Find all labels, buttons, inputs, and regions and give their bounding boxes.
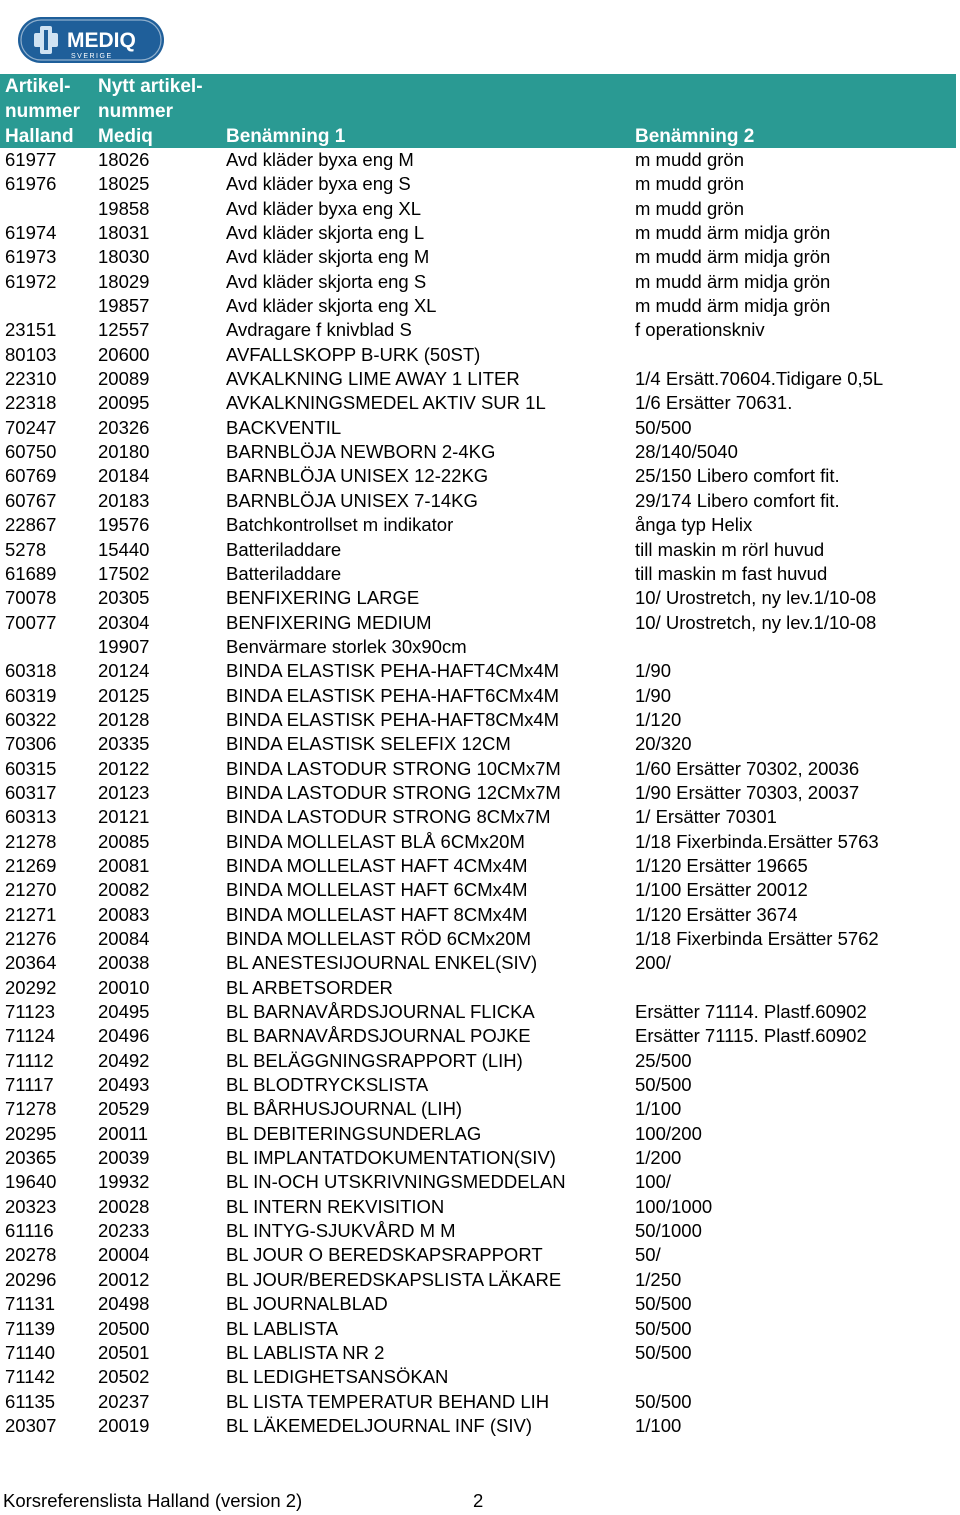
description-1: BINDA ELASTISK PEHA-HAFT8CMx4M [226, 708, 560, 730]
description-2: Ersätter 71114. Plastf.60902 [635, 1001, 867, 1023]
description-2: 200/ [635, 952, 672, 974]
description-2: 1/90 [635, 684, 672, 706]
description-2: m mudd grön [635, 173, 744, 195]
table-row [0, 1146, 956, 1170]
description-1: BINDA MOLLELAST BLÅ 6CMx20M [226, 830, 525, 852]
description-2: 1/250 [635, 1268, 682, 1290]
footer-title: Korsreferenslista Halland (version 2) [3, 1490, 303, 1511]
description-2: 100/200 [635, 1122, 702, 1144]
table-row [0, 1414, 956, 1438]
description-2: 1/18 Fixerbinda Ersätter 5762 [635, 928, 879, 949]
old-article-number: 61135 [5, 1390, 56, 1412]
new-article-number: 20085 [98, 830, 150, 852]
new-article-number: 20180 [98, 441, 150, 463]
table-row [0, 1390, 956, 1414]
old-article-number: 70078 [5, 587, 57, 609]
table-row [0, 1073, 956, 1097]
old-article-number: 61689 [5, 562, 57, 584]
description-1: BINDA LASTODUR STRONG 12CMx7M [226, 781, 561, 803]
old-article-number: 21278 [5, 830, 57, 852]
table-row [0, 1292, 956, 1316]
description-2: 25/500 [635, 1049, 692, 1071]
description-2: m mudd grön [635, 149, 744, 170]
description-1: BINDA ELASTISK SELEFIX 12CM [226, 733, 511, 755]
new-article-number: 20004 [98, 1244, 150, 1266]
description-2: Ersätter 71115. Plastf.60902 [635, 1025, 867, 1047]
old-article-number: 60313 [5, 806, 57, 828]
new-article-number: 20122 [98, 757, 150, 779]
table-row [0, 1317, 956, 1341]
new-article-number: 20125 [98, 684, 150, 706]
old-article-number: 80103 [5, 343, 57, 365]
header-col2-line1: Nytt artikel- [98, 76, 203, 97]
description-1: BL LABLISTA NR 2 [226, 1341, 385, 1363]
new-article-number: 20335 [98, 733, 150, 755]
new-article-number: 20038 [98, 952, 150, 974]
new-article-number: 20326 [98, 416, 150, 438]
description-1: BINDA LASTODUR STRONG 8CMx7M [226, 806, 551, 828]
description-2: 100/1000 [635, 1195, 713, 1217]
new-article-number: 18029 [98, 270, 150, 292]
old-article-number: 70247 [5, 416, 57, 438]
table-row [0, 513, 956, 537]
description-2: 1/6 Ersätter 70631. [635, 392, 793, 414]
description-2: f operationskniv [635, 319, 765, 341]
table-row [0, 172, 956, 196]
description-2: m mudd ärm midja grön [635, 270, 831, 292]
new-article-number: 20496 [98, 1025, 150, 1047]
description-2: 1/100 [635, 1098, 682, 1120]
old-article-number: 23151 [5, 319, 57, 341]
header-col1-line3: Halland [5, 126, 74, 147]
description-1: Batteriladdare [226, 538, 342, 560]
new-article-number: 20123 [98, 781, 150, 803]
header-col2-line3: Mediq [98, 126, 153, 147]
old-article-number: 21269 [5, 854, 57, 876]
new-article-number: 18031 [98, 222, 150, 244]
old-article-number: 22318 [5, 392, 57, 414]
new-article-number: 20082 [98, 879, 150, 901]
description-2: 50/500 [635, 416, 692, 438]
new-article-number: 20010 [98, 976, 150, 998]
description-1: BINDA ELASTISK PEHA-HAFT4CMx4M [226, 660, 560, 682]
table-row [0, 708, 956, 732]
description-2: 1/100 Ersätter 20012 [635, 879, 808, 901]
logo-sub: SVERIGE [71, 53, 113, 60]
new-article-number: 20011 [98, 1122, 149, 1144]
table-row [0, 1049, 956, 1073]
old-article-number: 21271 [5, 903, 57, 925]
table-row [0, 659, 956, 683]
old-article-number: 71117 [5, 1074, 54, 1096]
table-row [0, 343, 956, 367]
old-article-number: 22310 [5, 368, 57, 390]
description-2: 1/100 [635, 1414, 682, 1436]
old-article-number: 71112 [5, 1049, 54, 1071]
new-article-number: 20019 [98, 1414, 150, 1436]
old-article-number: 71123 [5, 1001, 56, 1023]
table-row [0, 440, 956, 464]
description-1: BENFIXERING MEDIUM [226, 611, 432, 633]
old-article-number: 60315 [5, 757, 57, 779]
old-article-number: 20307 [5, 1414, 57, 1436]
old-article-number: 71139 [5, 1317, 56, 1339]
description-2: 1/4 Ersätt.70604.Tidigare 0,5L [635, 368, 884, 390]
old-article-number: 60322 [5, 708, 57, 730]
old-article-number: 71124 [5, 1025, 56, 1047]
table-row [0, 221, 956, 245]
old-article-number: 20295 [5, 1122, 57, 1144]
old-article-number: 71278 [5, 1098, 57, 1120]
description-1: AVKALKNINGSMEDEL AKTIV SUR 1L [226, 392, 546, 414]
new-article-number: 20492 [98, 1049, 150, 1071]
new-article-number: 20121 [98, 806, 150, 828]
description-2: 10/ Urostretch, ny lev.1/10-08 [635, 587, 877, 609]
table-row [0, 1000, 956, 1024]
new-article-number: 20083 [98, 903, 150, 925]
new-article-number: 18025 [98, 173, 150, 195]
table-row [0, 976, 956, 1000]
table-header [0, 74, 956, 148]
description-1: BINDA MOLLELAST RÖD 6CMx20M [226, 928, 531, 949]
description-2: 50/1000 [635, 1220, 702, 1242]
description-1: Batteriladdare [226, 562, 342, 584]
old-article-number: 60317 [5, 781, 57, 803]
description-2: m mudd ärm midja grön [635, 295, 831, 317]
new-article-number: 20600 [98, 343, 150, 365]
description-1: BARNBLÖJA NEWBORN 2-4KG [226, 441, 496, 463]
table-row [0, 1268, 956, 1292]
new-article-number: 20184 [98, 465, 150, 487]
table-row [0, 903, 956, 927]
new-article-number: 19576 [98, 514, 150, 536]
table-row [0, 294, 956, 318]
new-article-number: 20502 [98, 1366, 150, 1388]
table-row [0, 611, 956, 635]
old-article-number: 60319 [5, 684, 57, 706]
new-article-number: 20500 [98, 1317, 150, 1339]
old-article-number: 71142 [5, 1366, 56, 1388]
description-1: BL DEBITERINGSUNDERLAG [226, 1122, 482, 1144]
header-col1-line1: Artikel- [5, 76, 71, 97]
new-article-number: 20529 [98, 1098, 150, 1120]
table-row [0, 805, 956, 829]
description-2: 1/90 [635, 660, 672, 682]
new-article-number: 18030 [98, 246, 150, 268]
description-1: Avd kläder skjorta eng XL [226, 295, 437, 317]
old-article-number: 61974 [5, 222, 57, 244]
old-article-number: 22867 [5, 514, 57, 536]
old-article-number: 61116 [5, 1220, 54, 1242]
new-article-number: 20095 [98, 392, 150, 414]
table-row [0, 270, 956, 294]
table-row [0, 927, 956, 951]
new-article-number: 20305 [98, 587, 150, 609]
old-article-number: 20278 [5, 1244, 57, 1266]
table-row [0, 684, 956, 708]
description-1: Avd kläder byxa eng M [226, 149, 414, 170]
old-article-number: 19640 [5, 1171, 57, 1193]
description-2: 50/500 [635, 1317, 692, 1339]
new-article-number: 12557 [98, 319, 150, 341]
description-2: 25/150 Libero comfort fit. [635, 465, 840, 487]
new-article-number: 20124 [98, 660, 150, 682]
new-article-number: 19857 [98, 295, 150, 317]
old-article-number: 71140 [5, 1341, 56, 1363]
description-1: Benvärmare storlek 30x90cm [226, 635, 467, 657]
new-article-number: 20039 [98, 1147, 150, 1169]
old-article-number: 61977 [5, 149, 57, 170]
description-2: 20/320 [635, 733, 692, 755]
description-1: Avdragare f knivblad S [226, 319, 412, 341]
description-1: BINDA MOLLELAST HAFT 8CMx4M [226, 903, 528, 925]
description-1: BL JOUR/BEREDSKAPSLISTA LÄKARE [226, 1268, 562, 1290]
description-2: 100/ [635, 1171, 672, 1193]
description-2: ånga typ Helix [635, 514, 753, 536]
description-1: BINDA MOLLELAST HAFT 6CMx4M [226, 879, 528, 901]
new-article-number: 20498 [98, 1293, 150, 1315]
description-2: 50/500 [635, 1341, 692, 1363]
new-article-number: 20128 [98, 708, 150, 730]
description-2: till maskin m rörl huvud [635, 538, 825, 560]
table-row [0, 830, 956, 854]
description-1: BL IMPLANTATDOKUMENTATION(SIV) [226, 1147, 556, 1169]
description-1: AVFALLSKOPP B-URK (50ST) [226, 343, 481, 365]
table-row [0, 732, 956, 756]
description-2: 50/500 [635, 1390, 692, 1412]
description-1: Batchkontrollset m indikator [226, 514, 454, 536]
table-row [0, 148, 956, 172]
table-row [0, 1341, 956, 1365]
table-row [0, 1170, 956, 1194]
description-1: Avd kläder skjorta eng L [226, 222, 425, 244]
description-1: BL ARBETSORDER [226, 976, 393, 998]
old-article-number: 20292 [5, 976, 57, 998]
new-article-number: 17502 [98, 562, 150, 584]
description-1: BL LISTA TEMPERATUR BEHAND LIH [226, 1390, 550, 1412]
description-2: 50/500 [635, 1074, 692, 1096]
table-row [0, 416, 956, 440]
new-article-number: 20089 [98, 368, 150, 390]
table-row [0, 1195, 956, 1219]
table-row [0, 951, 956, 975]
description-2: 28/140/5040 [635, 441, 738, 463]
description-2: 1/200 [635, 1147, 682, 1169]
table-row [0, 1122, 956, 1146]
old-article-number: 60767 [5, 489, 57, 511]
description-1: BARNBLÖJA UNISEX 7-14KG [226, 489, 478, 511]
new-article-number: 19858 [98, 197, 150, 219]
new-article-number: 20233 [98, 1220, 150, 1242]
mediq-logo-graphic [17, 16, 165, 64]
table-row [0, 562, 956, 586]
description-1: BL INTYG-SJUKVÅRD M M [226, 1220, 456, 1242]
table-body [0, 148, 956, 1438]
description-2: 1/90 Ersätter 70303, 20037 [635, 781, 860, 803]
old-article-number: 70077 [5, 611, 57, 633]
description-2: till maskin m fast huvud [635, 562, 828, 584]
old-article-number: 70306 [5, 733, 57, 755]
description-1: BARNBLÖJA UNISEX 12-22KG [226, 465, 489, 487]
description-1: BENFIXERING LARGE [226, 587, 420, 609]
new-article-number: 20493 [98, 1074, 150, 1096]
description-2: 50/500 [635, 1293, 692, 1315]
table-row [0, 367, 956, 391]
old-article-number: 60769 [5, 465, 57, 487]
table-row [0, 854, 956, 878]
table-row [0, 757, 956, 781]
footer-page-number: 2 [473, 1490, 484, 1511]
old-article-number: 21270 [5, 879, 57, 901]
new-article-number: 20012 [98, 1268, 150, 1290]
old-article-number: 5278 [5, 538, 47, 560]
description-1: BL INTERN REKVISITION [226, 1195, 445, 1217]
description-1: Avd kläder skjorta eng M [226, 246, 430, 268]
description-1: AVKALKNING LIME AWAY 1 LITER [226, 368, 520, 390]
table-row [0, 245, 956, 269]
description-1: BL BLODTRYCKSLISTA [226, 1074, 429, 1096]
table-row [0, 1219, 956, 1243]
old-article-number: 20323 [5, 1195, 57, 1217]
description-1: BL LÄKEMEDELJOURNAL INF (SIV) [226, 1414, 533, 1436]
new-article-number: 20495 [98, 1001, 150, 1023]
table-row [0, 878, 956, 902]
logo-brand: MEDIQ [67, 29, 136, 52]
old-article-number: 61976 [5, 173, 57, 195]
description-2: 1/120 [635, 708, 682, 730]
table-row [0, 1243, 956, 1267]
description-1: BINDA LASTODUR STRONG 10CMx7M [226, 757, 561, 779]
header-col2-line2: nummer [98, 101, 173, 122]
description-2: m mudd ärm midja grön [635, 246, 831, 268]
new-article-number: 20081 [98, 854, 150, 876]
table-row [0, 781, 956, 805]
new-article-number: 20237 [98, 1390, 150, 1412]
description-1: BL JOURNALBLAD [226, 1293, 388, 1315]
description-1: Avd kläder byxa eng S [226, 173, 411, 195]
old-article-number: 60318 [5, 660, 57, 682]
header-col3: Benämning 1 [226, 126, 346, 147]
description-1: Avd kläder byxa eng XL [226, 197, 422, 219]
table-row [0, 489, 956, 513]
new-article-number: 15440 [98, 538, 150, 560]
description-2: m mudd ärm midja grön [635, 222, 831, 244]
description-1: BL LABLISTA [226, 1317, 339, 1339]
description-1: BL IN-OCH UTSKRIVNINGSMEDDELAN [226, 1171, 566, 1193]
new-article-number: 20501 [98, 1341, 150, 1363]
description-1: BL BELÄGGNINGSRAPPORT (LIH) [226, 1049, 523, 1071]
description-2: 10/ Urostretch, ny lev.1/10-08 [635, 611, 877, 633]
description-2: 29/174 Libero comfort fit. [635, 489, 840, 511]
mediq-logo [17, 16, 165, 64]
new-article-number: 19932 [98, 1171, 150, 1193]
old-article-number: 60750 [5, 441, 57, 463]
new-article-number: 20183 [98, 489, 150, 511]
table-row [0, 318, 956, 342]
new-article-number: 20304 [98, 611, 150, 633]
description-1: BACKVENTIL [226, 416, 342, 438]
old-article-number: 20365 [5, 1147, 57, 1169]
table-row [0, 391, 956, 415]
description-1: BL BARNAVÅRDSJOURNAL POJKE [226, 1025, 531, 1047]
description-1: Avd kläder skjorta eng S [226, 270, 427, 292]
table-row [0, 1365, 956, 1389]
old-article-number: 20364 [5, 952, 57, 974]
old-article-number: 20296 [5, 1268, 57, 1290]
new-article-number: 20028 [98, 1195, 150, 1217]
table-row [0, 586, 956, 610]
description-2: 1/18 Fixerbinda.Ersätter 5763 [635, 830, 879, 852]
table-row [0, 464, 956, 488]
description-2: 1/120 Ersätter 3674 [635, 903, 798, 925]
header-col1-line2: nummer [5, 101, 80, 122]
old-article-number: 61972 [5, 270, 57, 292]
new-article-number: 19907 [98, 635, 150, 657]
header-col4: Benämning 2 [635, 126, 755, 147]
old-article-number: 71131 [5, 1293, 56, 1315]
table-row [0, 1097, 956, 1121]
description-2: 50/ [635, 1244, 661, 1266]
description-1: BL ANESTESIJOURNAL ENKEL(SIV) [226, 952, 538, 974]
description-1: BINDA MOLLELAST HAFT 4CMx4M [226, 854, 528, 876]
description-1: BL BÅRHUSJOURNAL (LIH) [226, 1098, 463, 1120]
description-2: 1/60 Ersätter 70302, 20036 [635, 757, 860, 779]
new-article-number: 20084 [98, 928, 150, 949]
old-article-number: 21276 [5, 928, 57, 949]
description-2: m mudd grön [635, 197, 744, 219]
description-1: BL BARNAVÅRDSJOURNAL FLICKA [226, 1001, 535, 1023]
table-row [0, 635, 956, 659]
old-article-number: 61973 [5, 246, 57, 268]
table-row [0, 197, 956, 221]
description-1: BL LEDIGHETSANSÖKAN [226, 1366, 449, 1388]
description-2: 1/120 Ersätter 19665 [635, 854, 808, 876]
table-row [0, 1024, 956, 1048]
new-article-number: 18026 [98, 149, 150, 170]
table-row [0, 538, 956, 562]
description-1: BL JOUR O BEREDSKAPSRAPPORT [226, 1244, 543, 1266]
description-1: BINDA ELASTISK PEHA-HAFT6CMx4M [226, 684, 560, 706]
description-2: 1/ Ersätter 70301 [635, 806, 777, 828]
